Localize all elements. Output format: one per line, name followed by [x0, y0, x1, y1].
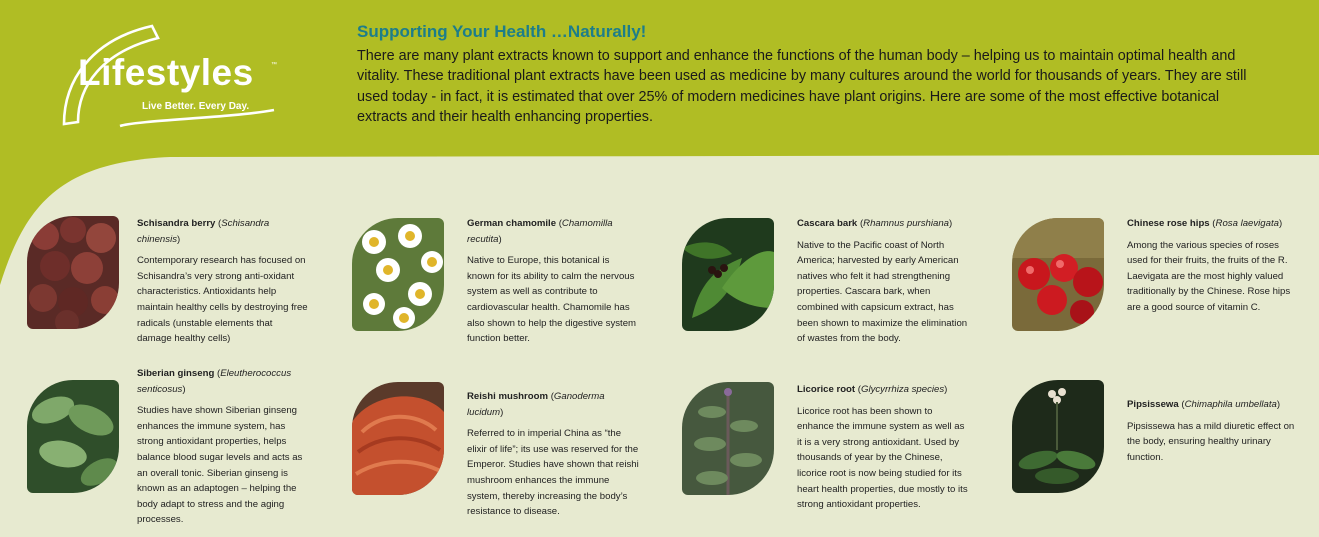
intro-paragraph: There are many plant extracts known to support and enhance the functions of the human body – helping us to maintain optimal health and vitality. These traditional plant extracts have been used as medicine by many cultures around the world for thousands of years. They are still used today - in fact, it is estimated that over 25% of modern medicines have plant origins. Here are some of the most effective botanical extracts and their health enhancing properties.: [357, 48, 1247, 126]
plant-name: Cascara bark: [797, 218, 858, 229]
logo-wordmark: Lifestyles: [78, 52, 254, 93]
plant-card-chinese-rose-hips: Chinese rose hips (Rosa laevigata) Among the various species of roses used for their fruits, the fruits of the R. Laevigata are the most highly valued traditionally by the Chinese. Rose hips are a good source of vitamin C.: [1127, 216, 1299, 316]
plant-card-pipsissewa: Pipsissewa (Chimaphila umbellata) Pipsissewa has a mild diuretic effect on the body, ensuring healthy urinary function.: [1127, 397, 1299, 465]
plant-card-german-chamomile: German chamomile (Chamomilla recutita) Native to Europe, this botanical is known for its ability to calm the nervous system as well as contribute to cardiovascular health. Chamomile has also shown to help the digestive system function better.: [467, 216, 639, 347]
plant-description: Contemporary research has focused on Schisandra’s very strong anti-oxidant characteristics. Antioxidants help maintain healthy cells by destroying free radicals (unstable elements that damage healthy cells): [137, 255, 308, 345]
cascara-bark-photo: [682, 218, 774, 331]
page-title: Supporting Your Health …Naturally!: [357, 22, 647, 41]
plant-name: Schisandra berry: [137, 218, 216, 229]
siberian-ginseng-photo: [27, 380, 119, 493]
plant-name: Licorice root: [797, 384, 856, 395]
plant-card-siberian-ginseng: Siberian ginseng (Eleutherococcus senticosus) Studies have shown Siberian ginseng enhances the immune system, has strong antioxidant properties, helps balance blood sugar levels and acts as an overall tonic. Siberian ginseng is known as an adaptogen – helping the body adapt to stress and the aging processes.: [137, 366, 309, 528]
plant-name: Chinese rose hips: [1127, 218, 1210, 229]
plant-latin-name: Glycyrrhiza species: [860, 384, 945, 395]
plant-latin-name: Rhamnus purshiana: [863, 218, 950, 229]
plant-latin-name: Ganoderma lucidum: [467, 391, 605, 418]
plant-description: Pipsissewa has a mild diuretic effect on the body, ensuring healthy urinary function.: [1127, 420, 1295, 463]
plant-card-cascara-bark: Cascara bark (Rhamnus purshiana) Native to the Pacific coast of North America; harvested by early American natives who felt it had strengthening properties. Cascara bark, when combined with capsicum extract, has been shown to maximize the elimination of wastes from the body.: [797, 216, 969, 347]
plant-description: Native to Europe, this botanical is known for its ability to calm the nervous system as well as contribute to cardiovascular health. Chamomile has also shown to help the digestive system function better.: [467, 255, 637, 345]
plant-latin-name: Eleutherococcus senticosus: [137, 368, 292, 395]
plant-name: Siberian ginseng: [137, 368, 215, 379]
chinese-rose-hips-photo: [1012, 218, 1104, 331]
plant-latin-name: Rosa laevigata: [1215, 218, 1279, 229]
plant-card-schisandra-berry: Schisandra berry (Schisandra chinensis) Contemporary research has focused on Schisandra’s very strong anti-oxidant characteristics. Antioxidants help maintain healthy cells by destroying free radicals (unstable elements that damage healthy cells): [137, 216, 309, 347]
logo-trademark: ™: [271, 62, 277, 68]
plant-description: Studies have shown Siberian ginseng enhances the immune system, has strong antioxidant properties, helps balance blood sugar levels and acts as an overall tonic. Siberian ginseng is known as an adaptogen – helping the body adapt to stress and the aging processes.: [137, 405, 303, 526]
plant-card-reishi-mushroom: Reishi mushroom (Ganoderma lucidum) Referred to in imperial China as “the elixir of life”; its use was reserved for the Emperor. Studies have shown that reishi mushroom enhances the immune system, thereby increasing the body’s resistance to disease.: [467, 389, 639, 520]
licorice-root-photo: [682, 382, 774, 495]
plant-latin-name: Schisandra chinensis: [137, 218, 270, 245]
plant-description: Native to the Pacific coast of North America; harvested by early American natives who felt it had strengthening properties. Cascara bark, when combined with capsicum extract, has been shown to maximize the elimination of wastes from the body.: [797, 239, 968, 345]
pipsissewa-photo: [1012, 380, 1104, 493]
plant-description: Licorice root has been shown to enhance the immune system as well as it is a very strong antioxidant. Used by thousands of year by the Chinese, licorice root is now being studied for its heart health properties, due mostly to its strong antioxidant properties.: [797, 405, 968, 511]
german-chamomile-photo: [352, 218, 444, 331]
plant-description: Referred to in imperial China as “the elixir of life”; its use was reserved for the Emperor. Studies have shown that reishi mushroom enhances the immune system, thereby increasing the body’s resistance to disease.: [467, 428, 639, 518]
logo-tagline: Live Better. Every Day.: [142, 101, 250, 112]
plant-name: German chamomile: [467, 218, 557, 229]
plant-name: Pipsissewa: [1127, 399, 1179, 410]
plant-latin-name: Chamomilla recutita: [467, 218, 613, 245]
plant-card-licorice-root: Licorice root (Glycyrrhiza species) Licorice root has been shown to enhance the immune system as well as it is a very strong antioxidant. Used by thousands of year by the Chinese, licorice root is now being studied for its heart health properties, due mostly to its strong antioxidant properties.: [797, 382, 969, 513]
reishi-mushroom-photo: [352, 382, 444, 495]
plant-description: Among the various species of roses used for their fruits, the fruits of the R. Laevigata are the most highly valued traditionally by the Chinese. Rose hips are a good source of vitamin C.: [1127, 239, 1291, 313]
plant-latin-name: Chimaphila umbellata: [1184, 399, 1277, 410]
plant-name: Reishi mushroom: [467, 391, 549, 402]
schisandra-berry-photo: [27, 216, 119, 329]
